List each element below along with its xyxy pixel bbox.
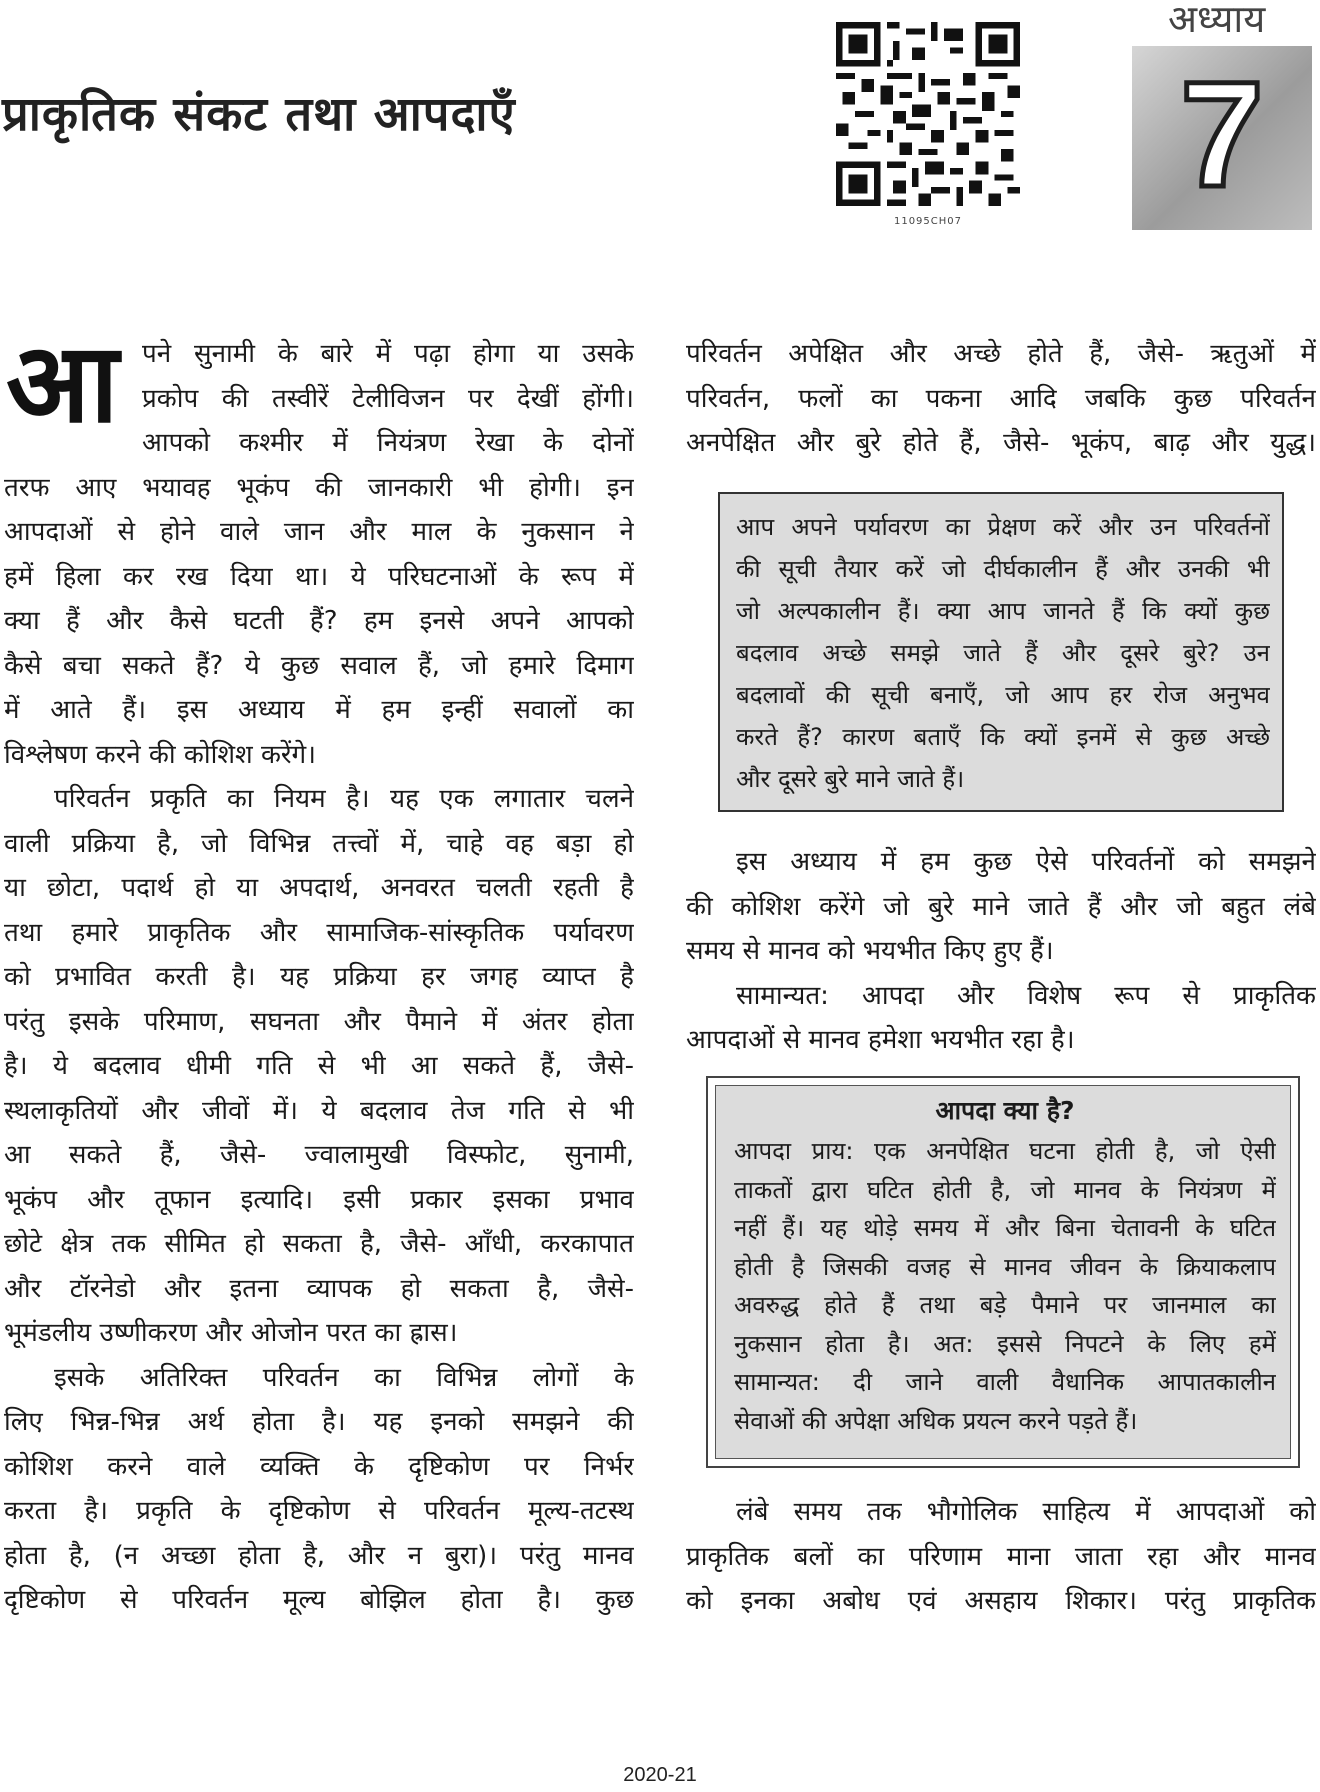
text-line: समय से मानव को भयभीत किए हुए हैं। (686, 936, 1054, 966)
box-line: सेवाओं की अपेक्षा अधिक प्रयत्न करने पड़ते हैं। (734, 1406, 1138, 1435)
text-line: आपदाओं से होने वाले जान और माल के नुकसान ने (4, 517, 634, 547)
box-line: बदलावों की सूची बनाएँ, जो आप हर रोज अनुभव (736, 681, 1270, 709)
qr-block (836, 22, 1020, 227)
text-line: विश्लेषण करने की कोशिश करेंगे। (4, 739, 317, 770)
right-column-middle (686, 840, 1316, 1063)
text-line: को प्रभावित करती है। यह प्रक्रिया हर जगह व्याप्त है (4, 962, 634, 992)
text-line: लिए भिन्न-भिन्न अर्थ होता है। यह इनको समझने की (4, 1407, 634, 1437)
text-line: छोटे क्षेत्र तक सीमित हो सकता है, जैसे- आँधी, करकापात (4, 1229, 634, 1259)
box-line: सामान्यत: दी जाने वाली वैधानिक आपातकालीन (734, 1368, 1276, 1396)
text-line: या छोटा, पदार्थ हो या अपदार्थ, अनवरत चलती रहती है (4, 873, 634, 903)
definition-box-inner (715, 1085, 1291, 1459)
text-line: कोशिश करने वाले व्यक्ति के दृष्टिकोण पर निर्भर (4, 1451, 634, 1482)
text-line: स्थलाकृतियों और जीवों में। ये बदलाव तेज गति से भी (4, 1095, 634, 1126)
text-line: है। ये बदलाव धीमी गति से भी आ सकते हैं, जैसे- (4, 1051, 634, 1081)
text-line: पने सुनामी के बारे में पढ़ा होगा या उसके (142, 339, 634, 369)
text-line: परिवर्तन प्रकृति का नियम है। यह एक लगातार चलने (54, 784, 634, 814)
text-line: दृष्टिकोण से परिवर्तन मूल्य बोझिल होता है। कुछ (4, 1585, 634, 1615)
definition-box (706, 1076, 1300, 1468)
page-title: प्राकृतिक संकट तथा आपदाएँ (2, 87, 516, 142)
text-line: अनपेक्षित और बुरे होते हैं, जैसे- भूकंप, बाढ़ और युद्ध। (686, 428, 1316, 458)
qr-code-id: 11095CH07 (893, 216, 963, 227)
box-line: अवरुद्ध होते हैं तथा बड़े पैमाने पर जानमाल का (734, 1291, 1276, 1319)
right-column-top (686, 332, 1316, 466)
activity-box (718, 492, 1284, 812)
box-line: और दूसरे बुरे माने जाते हैं। (736, 765, 965, 793)
chapter-number: 7 (1180, 50, 1264, 218)
text-line: वाली प्रक्रिया है, जो विभिन्न तत्त्वों में, चाहे वह बड़ा हो (4, 828, 634, 859)
text-line: तरफ आए भयावह भूकंप की जानकारी भी होगी। इन (4, 472, 634, 503)
text-line: इसके अतिरिक्त परिवर्तन का विभिन्न लोगों के (54, 1362, 634, 1393)
right-column-bottom (686, 1490, 1316, 1624)
text-line: की कोशिश करेंगे जो बुरे माने जाते हैं और जो बहुत लंबे (686, 891, 1316, 922)
chapter-label: अध्याय (1168, 0, 1266, 41)
text-line: इस अध्याय में हम कुछ ऐसे परिवर्तनों को समझने (736, 847, 1316, 877)
text-line: करता है। प्रकृति के दृष्टिकोण से परिवर्तन मूल्य-तटस्थ (4, 1496, 634, 1526)
text-line: भूकंप और तूफान इत्यादि। इसी प्रकार इसका प्रभाव (4, 1184, 634, 1215)
text-line: आ सकते हैं, जैसे- ज्वालामुखी विस्फोट, सुनामी, (4, 1140, 634, 1170)
text-line: भूमंडलीय उष्णीकरण और ओजोन परत का ह्रास। (4, 1318, 458, 1348)
text-line: होता है, (न अच्छा होता है, और न बुरा)। परंतु मानव (4, 1540, 634, 1571)
text-line: परिवर्तन अपेक्षित और अच्छे होते हैं, जैसे- ऋतुओं में (686, 339, 1316, 369)
text-line: कैसे बचा सकते हैं? ये कुछ सवाल हैं, जो हमारे दिमाग (4, 650, 634, 681)
page-footer-year: 2020-21 (623, 1764, 697, 1786)
box-line: आपदा प्राय: एक अनपेक्षित घटना होती है, जो ऐसी (734, 1137, 1276, 1165)
chapter-number-box (1132, 46, 1312, 230)
definition-heading: आपदा क्या है? (935, 1096, 1075, 1125)
qr-code-icon (836, 22, 1020, 206)
box-line: की सूची तैयार करें जो दीर्घकालीन हैं और उनकी भी (736, 555, 1270, 583)
text-line: को इनका अबोध एवं असहाय शिकार। परंतु प्राकृतिक (686, 1586, 1316, 1616)
text-line: लंबे समय तक भौगोलिक साहित्य में आपदाओं को (736, 1497, 1316, 1527)
box-line: नहीं हैं। यह थोड़े समय में और बिना चेतावनी के घटित (734, 1214, 1276, 1242)
box-line: ताकतों द्वारा घटित होती है, जो मानव के नियंत्रण में (734, 1175, 1276, 1204)
text-line: तथा हमारे प्राकृतिक और सामाजिक-सांस्कृतिक पर्यावरण (4, 917, 634, 948)
text-line: क्या हैं और कैसे घटती हैं? हम इनसे अपने आपको (4, 606, 634, 636)
text-line: परिवर्तन, फलों का पकना आदि जबकि कुछ परिवर्तन (686, 383, 1316, 414)
text-line: में आते हैं। इस अध्याय में हम इन्हीं सवालों का (4, 695, 634, 725)
text-line: सामान्यत: आपदा और विशेष रूप से प्राकृतिक (736, 980, 1316, 1011)
box-line: बदलाव अच्छे समझे जाते हैं और दूसरे बुरे? उन (736, 639, 1270, 667)
left-column (4, 332, 634, 1623)
box-line: जो अल्पकालीन हैं। क्या आप जानते हैं कि क्यों कुछ (736, 597, 1270, 625)
box-line: होती है जिसकी वजह से मानव जीवन के क्रियाकलाप (734, 1252, 1276, 1281)
box-line: आप अपने पर्यावरण का प्रेक्षण करें और उन परिवर्तनों (736, 513, 1270, 541)
drop-cap: आ (6, 319, 119, 447)
text-line: प्राकृतिक बलों का परिणाम माना जाता रहा और मानव (686, 1541, 1316, 1572)
text-line: प्रकोप की तस्वीरें टेलीविजन पर देखीं होंगी। (142, 383, 634, 414)
box-line: करते हैं? कारण बताएँ कि क्यों इनमें से कुछ अच्छे (736, 723, 1270, 751)
text-line: और टॉरनेडो और इतना व्यापक हो सकता है, जैसे- (4, 1273, 634, 1304)
text-line: आपदाओं से मानव हमेशा भयभीत रहा है। (686, 1025, 1075, 1055)
text-line: आपको कश्मीर में नियंत्रण रेखा के दोनों (142, 428, 634, 458)
text-line: परंतु इसके परिमाण, सघनता और पैमाने में अंतर होता (4, 1006, 634, 1037)
box-line: नुकसान होता है। अत: इससे निपटने के लिए हमें (734, 1329, 1276, 1358)
text-line: हमें हिला कर रख दिया था। ये परिघटनाओं के रूप में (4, 561, 634, 592)
